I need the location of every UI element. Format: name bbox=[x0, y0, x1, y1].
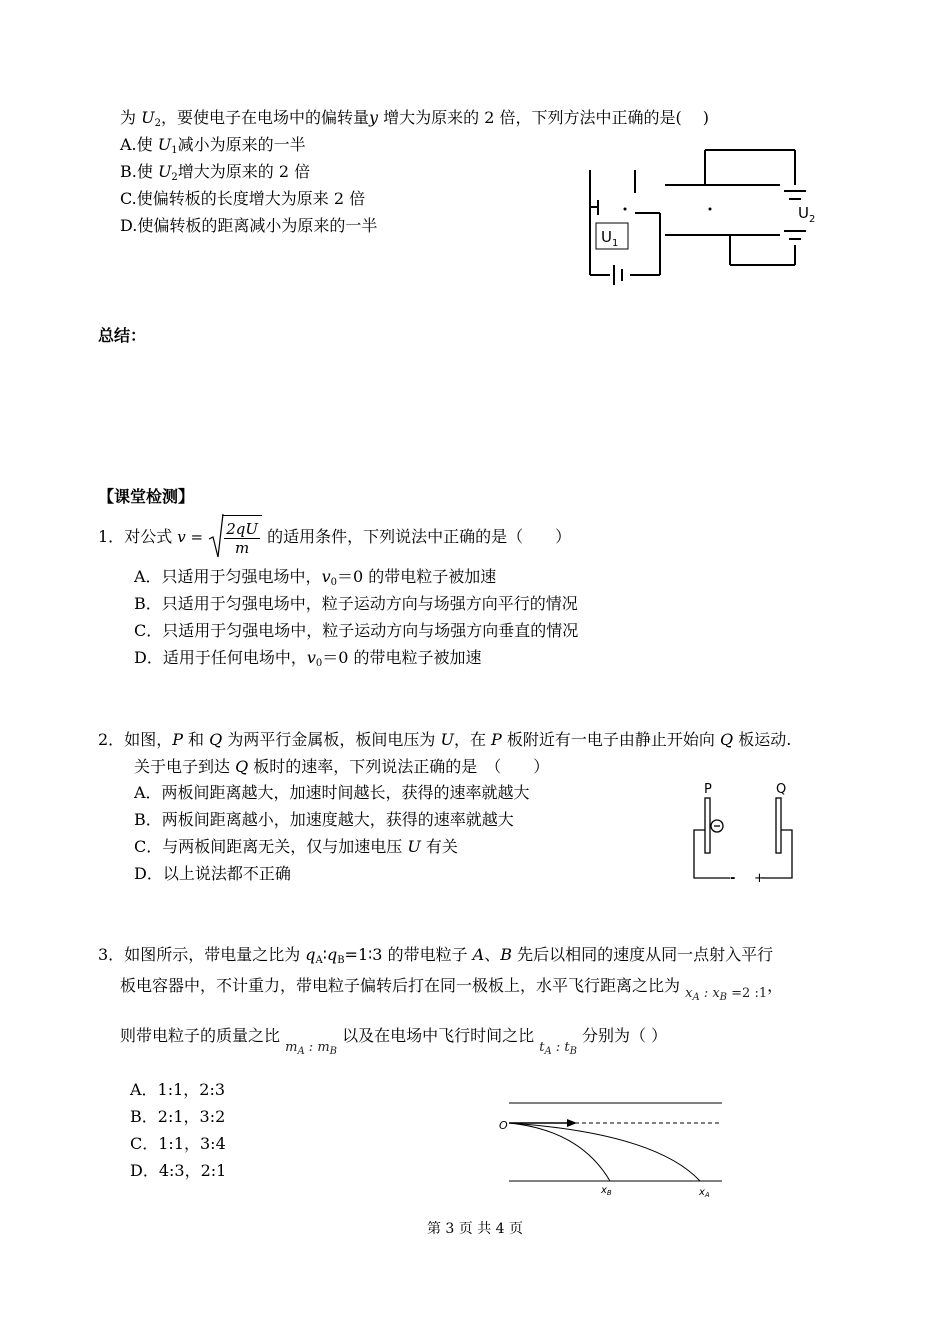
parallel-plates-figure bbox=[690, 778, 810, 888]
q2-stem-line2: 关于电子到达 Q 板时的速率，下列说法正确的是 （ ） bbox=[134, 757, 550, 776]
xb-label: $x_B$ bbox=[601, 1185, 612, 1197]
plate-p-label: P bbox=[704, 782, 712, 797]
q3-stem-line3: 则带电粒子的质量之比 $_{m_A : m_B}$ 以及在电场中飞行时间之比 $_{t_A : t_B}$ 分别为（ ） bbox=[120, 1026, 668, 1057]
minus-sign: - bbox=[730, 871, 736, 886]
top-option-b: B.使 $U_2$增大为原来的 2 倍 bbox=[120, 162, 311, 183]
trajectory-figure bbox=[495, 1095, 735, 1210]
q1-option-b: B．只适用于匀强电场中，粒子运动方向与场强方向平行的情况 bbox=[134, 594, 578, 613]
q1-formula-sqrt: $\frac{2qU}{m}$ bbox=[208, 515, 262, 560]
q3-option-a: A．1:1，2:3 bbox=[130, 1080, 226, 1099]
section-title: 【课堂检测】 bbox=[98, 487, 195, 506]
q2-option-b: B．两板间距离越小，加速度越大，获得的速率就越大 bbox=[134, 810, 514, 829]
q2-stem-line1: 2．如图，P 和 Q 为两平行金属板，板间电压为 U，在 P 板附近有一电子由静止开始向 Q 板运动. bbox=[98, 730, 792, 749]
q2-option-a: A．两板间距离越大，加速时间越长，获得的速率就越大 bbox=[134, 783, 530, 802]
q1-option-d: D．适用于任何电场中，$v_0=0$ 的带电粒子被加速 bbox=[134, 648, 482, 669]
u1-label: $U_1$ bbox=[601, 228, 619, 249]
q2-option-c: C．与两板间距离无关，仅与加速电压 U 有关 bbox=[134, 837, 458, 856]
u2-label: $U_2$ bbox=[798, 204, 816, 225]
q3-stem-line2: 板电容器中，不计重力，带电粒子偏转后打在同一极板上，水平飞行距离之比为 $_{x_A : x_B =2 :1}$， bbox=[120, 976, 784, 1003]
page-footer: 第 3 页 共 4 页 bbox=[426, 1221, 524, 1237]
mass-ratio: mA : mB bbox=[285, 1040, 338, 1057]
origin-label: O bbox=[499, 1119, 508, 1132]
deflection-circuit-figure bbox=[580, 145, 830, 285]
q3-option-c: C．1:1，3:4 bbox=[130, 1134, 226, 1153]
q1-stem: 1．对公式 v = $\frac{2qU}{m}$ 的适用条件，下列说法中正确的是（ ） bbox=[98, 515, 571, 560]
q3-option-d: D．4:3，2:1 bbox=[130, 1161, 227, 1180]
q1-option-a: A．只适用于匀强电场中，$v_0=0$ 的带电粒子被加速 bbox=[134, 567, 497, 588]
top-option-d: D.使偏转板的距离减小为原来的一半 bbox=[120, 216, 378, 235]
xa-label: $x_A$ bbox=[699, 1187, 710, 1199]
summary-label: 总结： bbox=[98, 326, 147, 345]
x-ratio: xA : xB =2 :1 bbox=[685, 986, 768, 1003]
top-option-c: C.使偏转板的长度增大为原来 2 倍 bbox=[120, 189, 366, 208]
q2-option-d: D．以上说法都不正确 bbox=[134, 864, 291, 883]
q3-option-b: B．2:1，3:2 bbox=[130, 1107, 226, 1126]
q3-stem-line1: 3．如图所示，带电量之比为 $q_A∶q_B=1∶3$ 的带电粒子 A、B 先后以相同的速度从同一点射入平行 bbox=[98, 945, 774, 966]
q1-option-c: C．只适用于匀强电场中，粒子运动方向与场强方向垂直的情况 bbox=[134, 621, 579, 640]
plate-q-label: Q bbox=[776, 782, 787, 797]
top-option-a: A.使 $U_1$减小为原来的一半 bbox=[120, 135, 306, 156]
top-question-stem: 为 $U_2$，要使电子在电场中的偏转量y 增大为原来的 2 倍，下列方法中正确的是( ) bbox=[120, 108, 710, 129]
time-ratio: tA : tB bbox=[539, 1040, 577, 1057]
plus-sign: + bbox=[754, 871, 765, 886]
